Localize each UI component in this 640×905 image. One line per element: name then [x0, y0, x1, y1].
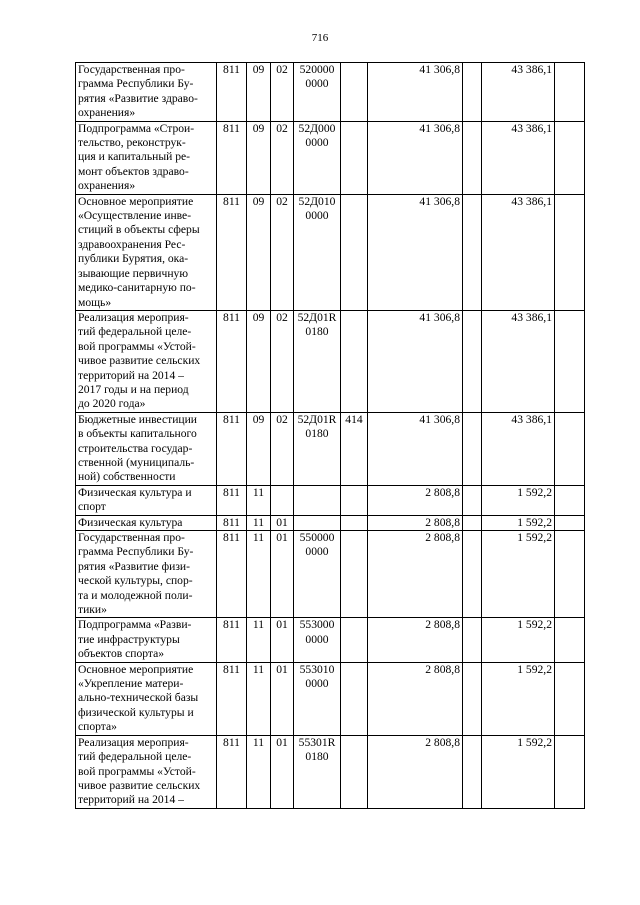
cell-line: Государственная про- — [78, 531, 185, 544]
cell-line: 52Д000 — [298, 121, 336, 135]
table-row — [76, 531, 585, 618]
cell-text: 2 808,8 — [425, 662, 460, 676]
row-name-cell — [76, 515, 217, 530]
empty-cell — [555, 735, 585, 808]
cell-text: 1 592,2 — [517, 485, 552, 499]
cell-text: 09 — [252, 412, 265, 426]
expense-type-cell — [341, 515, 368, 530]
cell-line: спорта» — [78, 720, 117, 734]
cell-line: 550000 — [299, 531, 335, 544]
target-article-cell — [294, 531, 341, 618]
amount-year2-cell — [482, 310, 555, 412]
ved-cell — [217, 310, 247, 412]
cell-line: 520000 — [299, 63, 335, 76]
cell-text: 811 — [223, 531, 240, 544]
cell-text: 09 — [252, 310, 265, 324]
empty-cell — [555, 485, 585, 515]
amount-year1-cell — [368, 310, 463, 412]
cell-text: 41 306,8 — [419, 63, 460, 76]
cell-line: Основное мероприятие — [78, 662, 194, 676]
cell-text: 02 — [276, 194, 288, 208]
table-row — [76, 121, 585, 194]
amount-year2-cell — [482, 735, 555, 808]
cell-line: чивое развитие сельских — [78, 354, 201, 368]
cell-line: 0180 — [305, 750, 329, 764]
amount-year1-cell — [368, 485, 463, 515]
empty-cell — [463, 735, 482, 808]
target-article-cell — [294, 485, 341, 515]
ved-cell — [217, 515, 247, 530]
table-row — [76, 194, 585, 310]
expense-type-cell — [341, 194, 368, 310]
cell-line: тие инфраструктуры — [78, 632, 180, 646]
amount-year1-cell — [368, 531, 463, 618]
cell-line: 55301R — [298, 735, 336, 749]
cell-line: 553010 — [299, 662, 335, 676]
target-article-cell — [294, 412, 341, 485]
cell-text: 09 — [252, 194, 265, 208]
cell-line: Физическая культура — [78, 515, 183, 529]
cell-text: 11 — [252, 662, 265, 676]
cell-text: 1 592,2 — [517, 662, 552, 676]
amount-year1-cell — [368, 194, 463, 310]
cell-text: 02 — [276, 63, 288, 76]
cell-text: 811 — [223, 194, 240, 208]
cell-text: 09 — [252, 63, 265, 76]
cell-text: 2 808,8 — [425, 618, 460, 632]
cell-line: ной) собственности — [78, 470, 176, 484]
cell-line: грамма Республики Бу- — [78, 77, 194, 91]
expense-type-cell — [341, 735, 368, 808]
empty-cell — [463, 531, 482, 618]
cell-line: 52Д01R — [297, 310, 337, 324]
subsection-cell — [271, 662, 294, 735]
cell-line: 553000 — [299, 618, 335, 632]
empty-cell — [555, 194, 585, 310]
subsection-cell — [271, 63, 294, 122]
table-row — [76, 735, 585, 808]
cell-line: 0000 — [305, 545, 329, 559]
cell-line: Подпрограмма «Строи- — [78, 121, 195, 135]
cell-text: 41 306,8 — [419, 194, 460, 208]
cell-text: 414 — [345, 412, 363, 426]
cell-line: 2017 годы и на период — [78, 382, 189, 396]
amount-year2-cell — [482, 485, 555, 515]
cell-text: 11 — [252, 618, 265, 632]
ved-cell — [217, 121, 247, 194]
section-cell — [247, 412, 271, 485]
cell-text: 811 — [223, 310, 240, 324]
cell-text: 2 808,8 — [425, 485, 460, 499]
cell-line: вой программы «Устой- — [78, 339, 196, 353]
expense-type-cell — [341, 310, 368, 412]
empty-cell — [555, 310, 585, 412]
cell-line: физической культуры и — [78, 705, 194, 719]
cell-line: 0180 — [305, 325, 329, 339]
cell-text: 43 386,1 — [511, 194, 552, 208]
row-name-cell — [76, 662, 217, 735]
cell-line: в объекты капитального — [78, 427, 197, 441]
empty-cell — [463, 412, 482, 485]
target-article-cell — [294, 194, 341, 310]
target-article-cell — [294, 618, 341, 662]
expense-type-cell — [341, 618, 368, 662]
cell-line: 0000 — [305, 632, 329, 646]
expense-type-cell — [341, 662, 368, 735]
cell-text: 2 808,8 — [425, 531, 460, 544]
expense-type-cell — [341, 412, 368, 485]
subsection-cell — [271, 515, 294, 530]
cell-line: монт объектов здраво- — [78, 164, 189, 178]
cell-line: рятия «Развитие здраво- — [78, 91, 198, 105]
cell-line: 0000 — [305, 136, 329, 150]
cell-line: Реализация мероприя- — [78, 310, 189, 324]
amount-year2-cell — [482, 618, 555, 662]
row-name-cell — [76, 310, 217, 412]
row-name-cell — [76, 485, 217, 515]
amount-year1-cell — [368, 412, 463, 485]
empty-cell — [555, 662, 585, 735]
cell-line: мощь» — [78, 295, 112, 309]
expense-type-cell — [341, 485, 368, 515]
cell-line: здравоохранения Рес- — [78, 237, 186, 251]
section-cell — [247, 194, 271, 310]
cell-text: 01 — [276, 618, 288, 632]
target-article-cell — [294, 515, 341, 530]
amount-year1-cell — [368, 515, 463, 530]
ved-cell — [217, 735, 247, 808]
cell-text: 01 — [276, 515, 288, 529]
cell-line: до 2020 года» — [78, 397, 146, 411]
cell-text: 811 — [223, 618, 240, 632]
cell-text: 11 — [252, 531, 265, 544]
target-article-cell — [294, 662, 341, 735]
cell-line: Реализация мероприя- — [78, 735, 189, 749]
section-cell — [247, 735, 271, 808]
empty-cell — [555, 121, 585, 194]
table-row — [76, 485, 585, 515]
cell-line: медико-санитарную по- — [78, 281, 196, 295]
row-name-cell — [76, 121, 217, 194]
cell-text: 1 592,2 — [517, 531, 552, 544]
section-cell — [247, 310, 271, 412]
empty-cell — [555, 515, 585, 530]
target-article-cell — [294, 735, 341, 808]
cell-line: ственной (муниципаль- — [78, 455, 195, 469]
cell-line: рятия «Развитие физи- — [78, 559, 190, 573]
cell-text: 41 306,8 — [419, 121, 460, 135]
subsection-cell — [271, 531, 294, 618]
cell-text: 02 — [276, 310, 288, 324]
empty-cell — [555, 618, 585, 662]
ved-cell — [217, 485, 247, 515]
target-article-cell — [294, 63, 341, 122]
cell-text: 02 — [276, 412, 288, 426]
empty-cell — [463, 194, 482, 310]
budget-table — [75, 62, 585, 809]
cell-line: Физическая культура и — [78, 485, 192, 499]
cell-line: тий федеральной целе- — [78, 750, 192, 764]
section-cell — [247, 618, 271, 662]
empty-cell — [463, 63, 482, 122]
amount-year2-cell — [482, 194, 555, 310]
ved-cell — [217, 194, 247, 310]
cell-text: 811 — [223, 735, 240, 749]
cell-text: 811 — [223, 412, 240, 426]
target-article-cell — [294, 121, 341, 194]
subsection-cell — [271, 121, 294, 194]
cell-line: ально-технической базы — [78, 691, 199, 705]
page-number: 716 — [311, 32, 329, 44]
cell-line: ция и капитальный ре- — [78, 150, 191, 164]
cell-line: стиций в объекты сферы — [78, 223, 200, 237]
cell-text: 811 — [223, 515, 240, 529]
row-name-cell — [76, 531, 217, 618]
section-cell — [247, 662, 271, 735]
cell-line: 52Д010 — [298, 194, 336, 208]
cell-line: публики Бурятия, ока- — [78, 252, 189, 266]
cell-text: 811 — [223, 485, 240, 499]
cell-text: 11 — [252, 485, 265, 499]
cell-line: 0180 — [305, 427, 329, 441]
cell-line: территорий на 2014 – — [78, 368, 184, 382]
cell-line: грамма Республики Бу- — [78, 545, 194, 559]
cell-text: 02 — [276, 121, 288, 135]
cell-text: 43 386,1 — [511, 121, 552, 135]
section-cell — [247, 121, 271, 194]
section-cell — [247, 515, 271, 530]
cell-line: Государственная про- — [78, 63, 185, 76]
cell-line: чивое развитие сельских — [78, 778, 201, 792]
cell-text: 811 — [223, 63, 240, 76]
cell-text: 01 — [276, 531, 288, 544]
subsection-cell — [271, 194, 294, 310]
expense-type-cell — [341, 121, 368, 194]
empty-cell — [463, 515, 482, 530]
empty-cell — [463, 485, 482, 515]
amount-year2-cell — [482, 412, 555, 485]
cell-line: та и молодежной поли- — [78, 588, 193, 602]
row-name-cell — [76, 412, 217, 485]
expense-type-cell — [341, 63, 368, 122]
expense-type-cell — [341, 531, 368, 618]
amount-year1-cell — [368, 63, 463, 122]
ved-cell — [217, 412, 247, 485]
section-cell — [247, 485, 271, 515]
section-cell — [247, 531, 271, 618]
cell-text: 09 — [252, 121, 265, 135]
ved-cell — [217, 618, 247, 662]
empty-cell — [555, 412, 585, 485]
empty-cell — [463, 121, 482, 194]
cell-line: спорт — [78, 500, 106, 514]
cell-line: тики» — [78, 603, 107, 617]
cell-line: 52Д01R — [297, 412, 337, 426]
cell-text: 43 386,1 — [511, 310, 552, 324]
cell-line: охранения» — [78, 106, 136, 120]
subsection-cell — [271, 412, 294, 485]
subsection-cell — [271, 618, 294, 662]
empty-cell — [463, 662, 482, 735]
table-row — [76, 412, 585, 485]
amount-year1-cell — [368, 662, 463, 735]
cell-line: тельство, реконструк- — [78, 136, 186, 150]
cell-line: 0000 — [305, 677, 329, 691]
cell-line: строительства государ- — [78, 441, 193, 455]
cell-line: вой программы «Устой- — [78, 764, 196, 778]
amount-year2-cell — [482, 121, 555, 194]
cell-text: 43 386,1 — [511, 63, 552, 76]
row-name-cell — [76, 735, 217, 808]
cell-text: 01 — [276, 662, 288, 676]
cell-text: 11 — [252, 735, 265, 749]
amount-year1-cell — [368, 735, 463, 808]
table-row — [76, 310, 585, 412]
cell-line: территорий на 2014 – — [78, 793, 184, 807]
cell-line: Бюджетные инвестиции — [78, 412, 198, 426]
amount-year2-cell — [482, 63, 555, 122]
table-row — [76, 515, 585, 530]
empty-cell — [463, 310, 482, 412]
cell-line: Подпрограмма «Разви- — [78, 618, 192, 632]
cell-line: «Осуществление инве- — [78, 209, 192, 223]
cell-text: 1 592,2 — [517, 735, 552, 749]
table-row — [76, 662, 585, 735]
row-name-cell — [76, 194, 217, 310]
ved-cell — [217, 531, 247, 618]
empty-cell — [555, 531, 585, 618]
subsection-cell — [271, 485, 294, 515]
ved-cell — [217, 662, 247, 735]
empty-cell — [555, 63, 585, 122]
subsection-cell — [271, 310, 294, 412]
cell-text: 41 306,8 — [419, 412, 460, 426]
cell-text: 41 306,8 — [419, 310, 460, 324]
empty-cell — [463, 618, 482, 662]
amount-year1-cell — [368, 121, 463, 194]
table-row — [76, 618, 585, 662]
cell-line: охранения» — [78, 179, 136, 193]
cell-text: 43 386,1 — [511, 412, 552, 426]
amount-year2-cell — [482, 662, 555, 735]
ved-cell — [217, 63, 247, 122]
table-row — [76, 63, 585, 122]
amount-year2-cell — [482, 515, 555, 530]
cell-text: 1 592,2 — [517, 515, 552, 529]
row-name-cell — [76, 63, 217, 122]
cell-line: объектов спорта» — [78, 647, 165, 661]
cell-line: «Укрепление матери- — [78, 677, 184, 691]
section-cell — [247, 63, 271, 122]
cell-line: зывающие первичную — [78, 266, 188, 280]
cell-line: 0000 — [305, 209, 329, 223]
subsection-cell — [271, 735, 294, 808]
cell-line: ческой культуры, спор- — [78, 574, 193, 588]
cell-text: 811 — [223, 121, 240, 135]
cell-text: 2 808,8 — [425, 735, 460, 749]
cell-text: 2 808,8 — [425, 515, 460, 529]
cell-line: 0000 — [305, 77, 329, 91]
cell-text: 1 592,2 — [517, 618, 552, 632]
amount-year1-cell — [368, 618, 463, 662]
target-article-cell — [294, 310, 341, 412]
cell-text: 11 — [252, 515, 265, 529]
cell-line: Основное мероприятие — [78, 194, 194, 208]
row-name-cell — [76, 618, 217, 662]
cell-text: 01 — [276, 735, 288, 749]
cell-text: 811 — [223, 662, 240, 676]
amount-year2-cell — [482, 531, 555, 618]
cell-line: тий федеральной целе- — [78, 325, 192, 339]
